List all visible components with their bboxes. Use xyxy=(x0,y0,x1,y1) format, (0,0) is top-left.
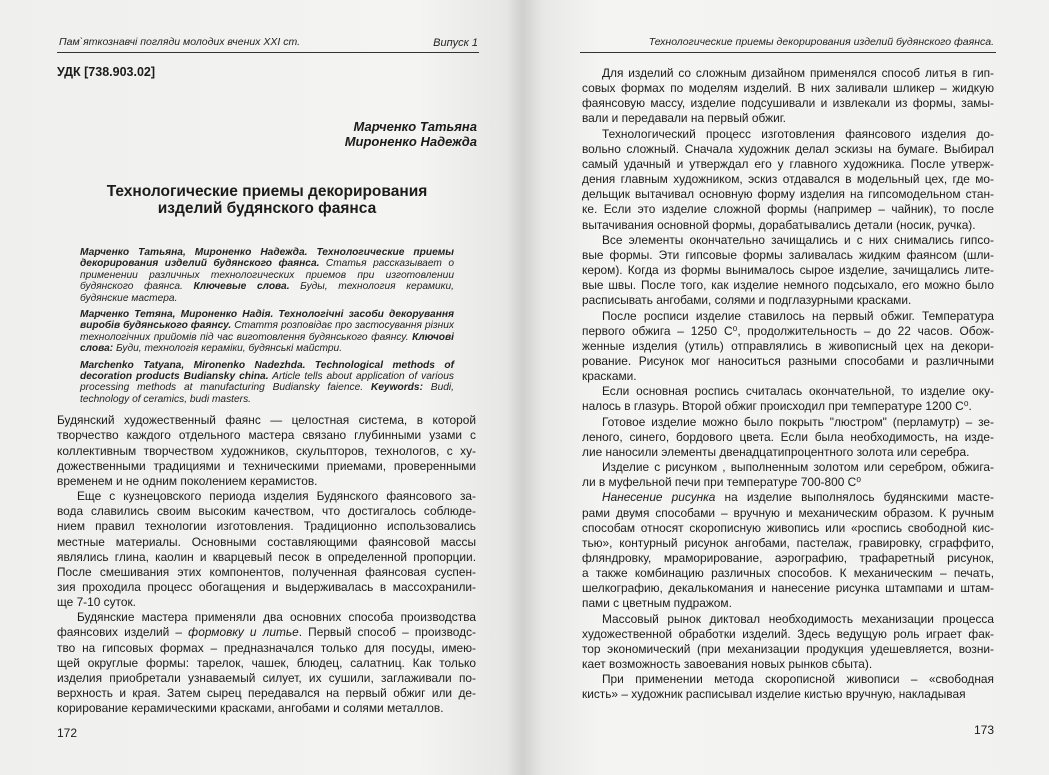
text-line: рами двумя способами – вручную и механическим образом. К ручным xyxy=(582,505,994,520)
text-segment: . Первый способ – производс- xyxy=(298,625,476,640)
text-line: налось в глазурь. Второй обжиг происходил при температуре 1200 С⁰. xyxy=(582,399,972,414)
paragraph xyxy=(582,490,994,611)
text-line: дожественными традициями и техническими приемами, проверенными xyxy=(57,458,476,473)
authors xyxy=(345,120,477,149)
text-line: являлись глина, каолин и кварцевый песок в определенной пропорции. xyxy=(57,549,476,564)
text-line: зия проходила процесс обогащения и выдерживалась в массохранили- xyxy=(57,580,476,594)
paragraph xyxy=(582,309,994,385)
text-line: дельщик вытачивал основную форму изделия на гипсомодельном стан- xyxy=(582,187,994,202)
text-line: щей округлые формы: тарелок, чашек, блюдец, салатниц. Как только xyxy=(57,655,476,670)
text-line: способам относят скорописную живопись или «роспись свободной кис- xyxy=(582,520,994,535)
abstract-bold-text: Марченко Татьяна, Мироненко Надежда. Технологические приемы декорирования изделий будянского фаянса. xyxy=(80,247,454,270)
text-line: вые формы. Эти гипсовые формы заливалась жидким фаянсом (шли- xyxy=(582,247,994,262)
text-line: ще 7-10 суток. xyxy=(57,595,136,610)
text-line: коллективным творчеством художников, скульпторов, технологов, с ху- xyxy=(57,443,476,458)
text-line: художественной обработки изделий. Здесь ведущую роль играет фак- xyxy=(582,626,994,641)
text-line: фляндровку, мраморирование, аэрографию, трафаретный рисунок, xyxy=(582,551,994,565)
text-line: Готовое изделие можно было покрыть "люстром" (перламутр) – зе- xyxy=(602,414,994,429)
paragraph xyxy=(582,66,994,127)
text-line: Будянский художественный фаянс — целостная система, в которой xyxy=(57,413,476,428)
text-line: Для изделий со сложным дизайном применялся способ литья в гип- xyxy=(602,66,994,80)
text-line: Все элементы окончательно зачищались и с них снимались гипсо- xyxy=(602,232,994,247)
abstract-text: Стаття розповідає про застосування різних технологічних прийомів під час виготовлення будянського фаянсу. xyxy=(80,320,454,343)
header-rule xyxy=(57,52,479,53)
running-head-right: Технологические приемы декорирования изделий будянского фаянса. xyxy=(648,36,994,48)
abstract-bold-text: Ключевые слова. xyxy=(193,281,290,293)
abstract-ukrainian xyxy=(80,309,454,355)
issue-label: Випуск 1 xyxy=(433,37,478,49)
text-line: женные изделия (утиль) отправлялись в живописный цех на декори- xyxy=(582,338,994,353)
abstract-text: Budi, technology of ceramics, budi masters. xyxy=(80,382,454,405)
text-line: шелкографию, декалькомания и нанесение рисунка штампами и штам- xyxy=(582,581,994,596)
abstract-bold-text: Marchenko Tatyana, Mironenko Nadezhda. Technological methods of decoration products Budiansky china. xyxy=(80,359,454,383)
paragraph xyxy=(582,672,994,702)
paragraph xyxy=(57,610,476,716)
text-line: изделия приобретали узнаваемый силует, их сушили, заглаживали по- xyxy=(57,670,476,685)
text-line: корирование керамическими красками, ангобами и солями металлов. xyxy=(57,701,444,716)
header-rule xyxy=(580,52,996,53)
page-number-right: 173 xyxy=(973,723,994,737)
text-line: а также комбинацию различных способов. К механическим – печать, xyxy=(582,566,994,581)
text-line: кером). Когда из формы вынималось сырое изделие, зачищались лите- xyxy=(582,263,994,278)
text-line: первого обжига – 1250 С⁰, продолжительность – до 22 часов. Обож- xyxy=(582,323,994,338)
text-line: кает возможность завоевания новых рынков сбыта). xyxy=(582,657,873,672)
paragraph xyxy=(57,413,476,489)
text-line: вали и передавали на первый обжиг. xyxy=(582,111,786,126)
abstract-bold-text: Keywords: xyxy=(370,382,423,394)
text-line: временем и не одним поколением керамистов. xyxy=(57,473,318,488)
text-line: После смешивания этих компонентов, полученная фаянсовая суспен- xyxy=(57,564,476,579)
text-line: Технологический процесс изготовления фаянсового изделия до- xyxy=(602,126,994,141)
text-line: самый удачный и утверждал его у главного художника. После утверж- xyxy=(582,156,994,171)
text-line: вытачивания основной формы, дорабатывались детали (носик, ручка). xyxy=(582,217,976,232)
text-line: После росписи изделие ставилось на первый обжиг. Температура xyxy=(602,308,994,323)
text-line: леного, синего, бордового цвета. Если была необходимость, на изде- xyxy=(582,429,994,444)
left-page xyxy=(0,0,522,775)
text-line: пами с цветным пудражом. xyxy=(582,596,732,611)
text-line: местные материалы. Основными составляющими фаянсовой массы xyxy=(57,534,476,549)
article-title xyxy=(57,183,477,217)
text-line: Изделие с рисунком , выполненным золотом или серебром, обжига- xyxy=(602,460,994,475)
abstract-bold-text: Ключові слова: xyxy=(80,331,454,355)
text-line: Будянские мастера применяли два основних способа производства xyxy=(77,610,476,625)
text-line: дения главным художником, эскиз отдавался в модельный цех, где мо- xyxy=(582,172,994,187)
paragraph xyxy=(57,489,476,610)
text-line xyxy=(582,490,994,505)
running-head-left: Пам`яткознавчі погляди молодих вчених ХХІ ст. xyxy=(59,36,300,48)
text-line xyxy=(57,625,476,640)
abstract-text: Article tells about application of various processing methods at manufacturing Budiansky faience. xyxy=(80,371,454,394)
text-line: ли в муфельной печи при температуре 700-800 С⁰ xyxy=(582,475,862,490)
abstract-text: Буды, технология керамики, будянские мастера. xyxy=(80,281,454,304)
text-line: нием правил технологии изготовления. Традиционно использовались xyxy=(57,519,476,534)
text-line: расписывать ангобами, солями и подглазурными красками. xyxy=(582,293,912,308)
text-line: верхность и края. Затем сырец передавался на первый обжиг или де- xyxy=(57,686,476,701)
italic-text: Нанесение рисунка xyxy=(602,490,716,505)
abstract-text: Буди, технологія кераміки, будянські майстри. xyxy=(113,343,343,355)
left-page-flow xyxy=(57,247,476,740)
text-line: При применении метода скорописной живописи – «свободная xyxy=(602,672,994,687)
text-line: Если основная роспись считалась окончательной, то изделие оку- xyxy=(602,384,994,399)
page-number-left: 172 xyxy=(57,726,78,741)
text-line: ке. Если это изделие сложной формы (например – чайник), то после xyxy=(582,202,994,217)
text-line: тью», контурный рисунок ангобами, пастелаж, гравировку, сграффито, xyxy=(582,535,994,550)
text-line: тво на гипсовых формах – предназначался только для посуды, имею- xyxy=(57,640,476,655)
text-line: красками. xyxy=(582,369,637,384)
abstract-russian xyxy=(80,247,454,304)
text-line: кисть» – художник расписывал изделие кистью вручную, накладывая xyxy=(582,687,966,702)
paragraph xyxy=(582,415,994,460)
right-page xyxy=(522,0,1049,775)
text-line: совых формах по моделям изделий. В них заливали шликер – жидкую xyxy=(582,81,994,96)
abstract-text: Статья рассказывает о применении различных технологических приемов при изготовлении будянского фаянса. xyxy=(80,258,454,293)
text-line: лие наносили элементы двенадцатипроцентного золота или серебра. xyxy=(582,444,970,459)
paragraph xyxy=(582,127,994,233)
text-line: вода славились своим высоким качеством, что достигалось соблюде- xyxy=(57,504,476,519)
title-line: Технологические приемы декорирования xyxy=(106,183,428,200)
udk-code: УДК [738.903.02] xyxy=(57,65,156,79)
text-line: фаянсовую массу, изделие подсушивали и извлекали из формы, замы- xyxy=(582,96,994,111)
text-line: творчество каждого отдельного мастера связано глубинными узами с xyxy=(57,428,476,443)
paragraph xyxy=(582,233,994,309)
text-segment: на изделие выполнялось будянскими масте- xyxy=(715,490,995,505)
author-name: Марченко Татьяна xyxy=(353,119,477,134)
text-line: рование. Рисунок мог наноситься разными способами и различными xyxy=(582,353,994,368)
paragraph xyxy=(582,612,994,673)
author-name: Мироненко Надежда xyxy=(344,133,477,149)
paragraph xyxy=(582,460,994,490)
text-line: Массовый рынок диктовал необходимость механизации процесса xyxy=(602,611,994,626)
abstract-english xyxy=(80,360,454,406)
body-text-left xyxy=(57,413,476,716)
text-line: вольно сложный. Сначала художник делал эскизы на бумаге. Выбирал xyxy=(582,141,994,156)
text-line: вые швы. После того, как изделие немного подсыхало, его можно было xyxy=(582,278,994,293)
text-segment: фаянсових изделий – xyxy=(57,625,189,640)
title-line: изделий будянского фаянса xyxy=(157,200,377,217)
body-text-right xyxy=(582,66,994,703)
text-line: тор экономический (при механизации продукция удешевляется, возни- xyxy=(582,641,994,656)
text-line: Еще с кузнецовского периода изделия Будянского фаянсового за- xyxy=(77,489,476,504)
abstract-bold-text: Марченко Тетяна, Мироненко Надія. Технологічні засоби декорування виробів будянського фаянсу. xyxy=(80,309,454,332)
paragraph xyxy=(582,384,994,414)
italic-text: формовку и литье xyxy=(188,625,299,640)
